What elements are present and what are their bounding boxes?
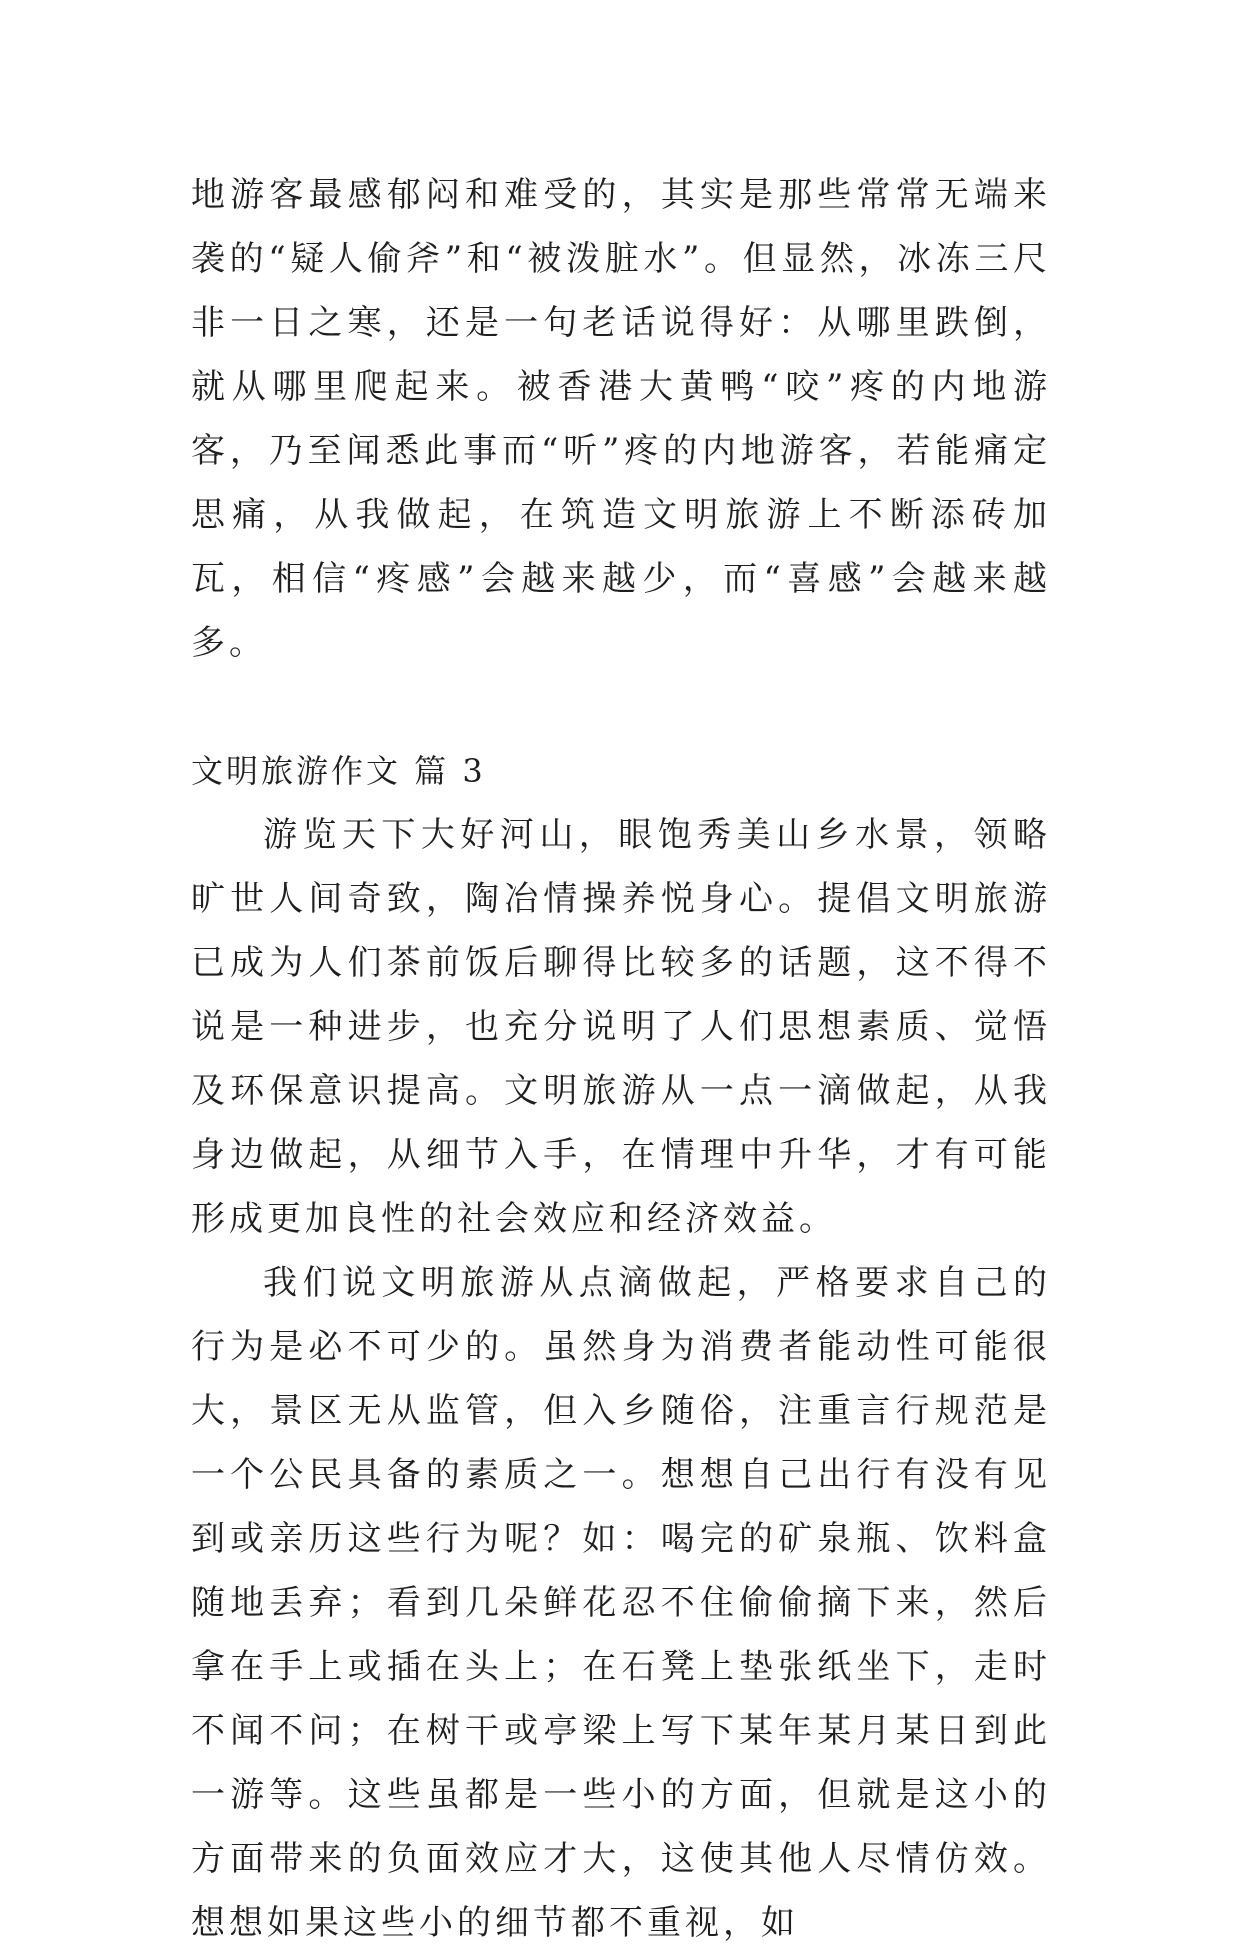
document-body <box>191 163 1051 1955</box>
section-spacer <box>191 675 1051 739</box>
continuation-paragraph: 地游客最感郁闷和难受的，其实是那些常常无端来袭的“疑人偷斧”和“被泼脏水”。但显然，冰冻三尺非一日之寒，还是一句老话说得好：从哪里跌倒，就从哪里爬起来。被香港大黄鸭“咬”疼的内地游客，乃至闻悉此事而“听”疼的内地游客，若能痛定思痛，从我做起，在筑造文明旅游上不断添砖加瓦，相信“疼感”会越来越少，而“喜感”会越来越多。 <box>191 175 1051 663</box>
section-heading: 文明旅游作文 篇 3 <box>191 752 486 790</box>
body-paragraph-2: 我们说文明旅游从点滴做起，严格要求自己的行为是必不可少的。虽然身为消费者能动性可能很大，景区无从监管，但入乡随俗，注重言行规范是一个公民具备的素质之一。想想自己出行有没有见到或亲历这些行为呢？如：喝完的矿泉瓶、饮料盒随地丢弃；看到几朵鲜花忍不住偷偷摘下来，然后拿在手上或插在头上；在石凳上垫张纸坐下，走时不闻不问；在树干或亭梁上写下某年某月某日到此一游等。这些虽都是一些小的方面，但就是这小的方面带来的负面效应才大，这使其他人尽情仿效。想想如果这些小的细节都不重视，如 <box>191 1263 1051 1943</box>
body-paragraph-1: 游览天下大好河山，眼饱秀美山乡水景，领略旷世人间奇致，陶冶情操养悦身心。提倡文明旅游已成为人们茶前饭后聊得比较多的话题，这不得不说是一种进步，也充分说明了人们思想素质、觉悟及环保意识提高。文明旅游从一点一滴做起，从我身边做起，从细节入手，在情理中升华，才有可能形成更加良性的社会效应和经济效益。 <box>191 815 1051 1239</box>
